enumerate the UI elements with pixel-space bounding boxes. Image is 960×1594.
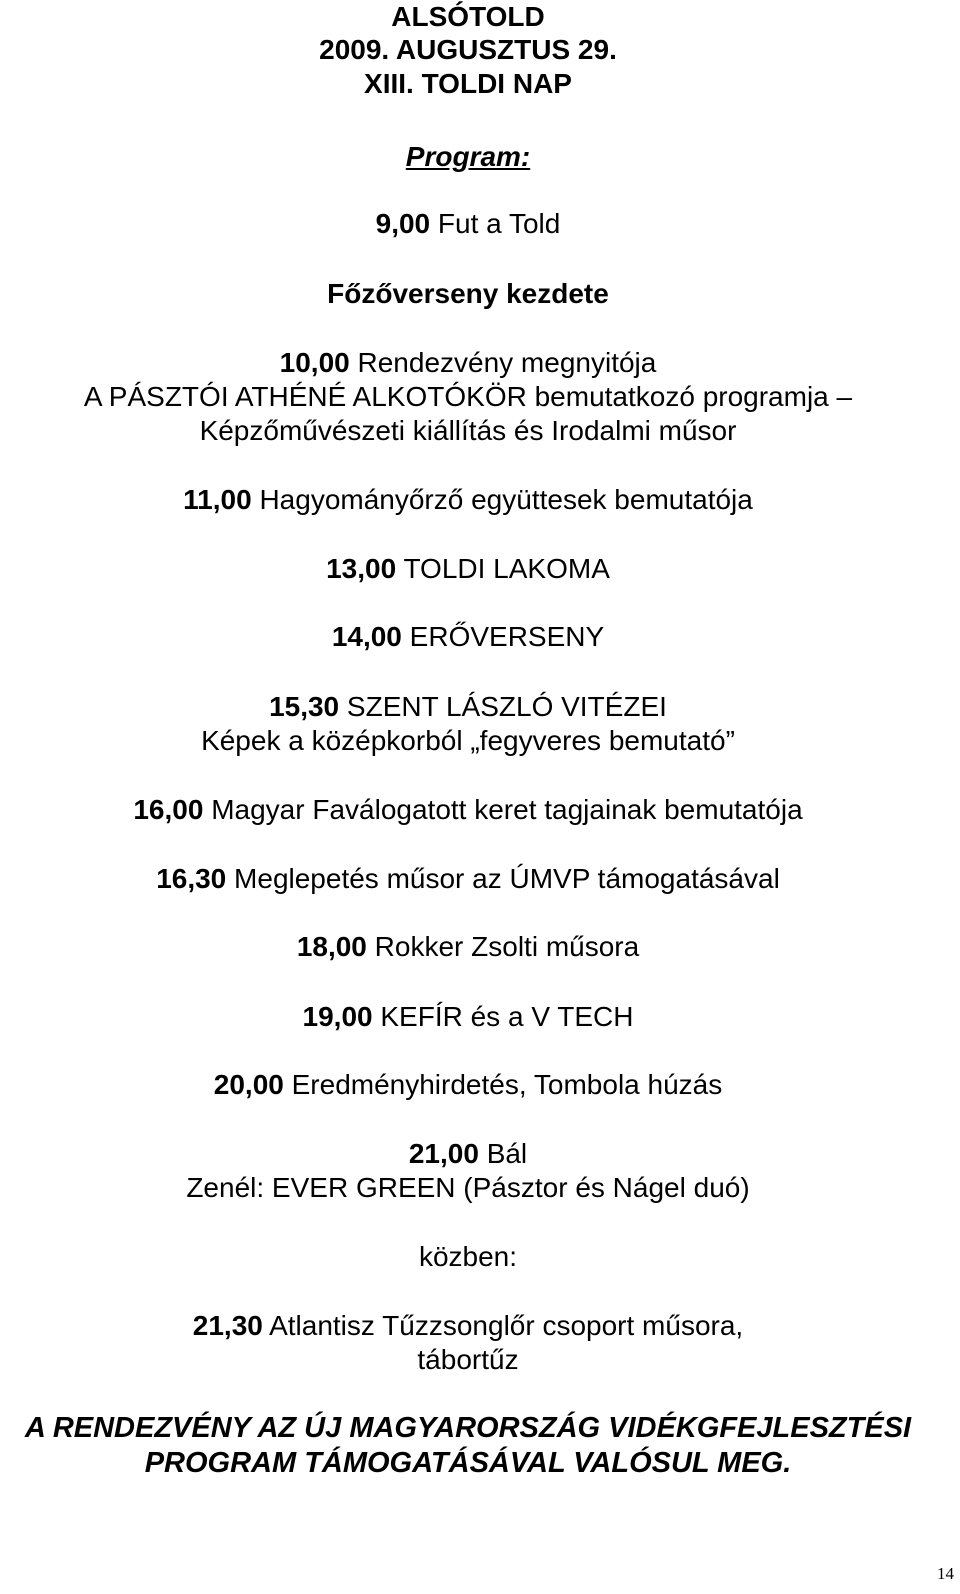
program-time: 16,00	[133, 794, 204, 825]
program-text: TOLDI LAKOMA	[403, 553, 610, 584]
program-item	[0, 930, 936, 964]
program-time: 9,00	[375, 208, 431, 239]
program-item: A PÁSZTÓI ATHÉNÉ ALKOTÓKÖR bemutatkozó programja –	[83, 381, 853, 412]
program-item: tábortűz	[417, 1344, 519, 1375]
program-text: Atlantisz Tűzzsonglőr csoport műsora,	[269, 1310, 744, 1341]
program-time: 19,00	[302, 1001, 373, 1032]
program-item	[0, 690, 936, 724]
program-text: ERŐVERSENY	[409, 621, 605, 652]
program-item	[0, 620, 936, 654]
program-text: Magyar Faválogatott keret tagjainak bemutatója	[211, 794, 803, 825]
program-item	[0, 793, 936, 827]
program-time: 10,00	[279, 347, 350, 378]
program-item: közben:	[418, 1241, 518, 1272]
program-text: Rokker Zsolti műsora	[374, 931, 640, 962]
program-text: KEFÍR és a V TECH	[380, 1001, 634, 1032]
footer-line-1: A RENDEZVÉNY AZ ÚJ MAGYARORSZÁG VIDÉKGFEJLESZTÉSI	[24, 1412, 912, 1444]
program-item: Képek a középkorból „fegyveres bemutató”	[201, 725, 735, 756]
program-text: Rendezvény megnyitója	[357, 347, 657, 378]
program-time: 16,30	[156, 863, 227, 894]
program-item	[0, 346, 936, 380]
program-item	[0, 862, 936, 896]
program-time: 14,00	[331, 621, 402, 652]
program-item	[0, 483, 936, 517]
program-text: Fut a Told	[437, 208, 561, 239]
program-text: Bál	[486, 1138, 528, 1169]
program-time: 15,30	[269, 691, 340, 722]
program-time: 21,30	[192, 1310, 263, 1341]
program-time: 11,00	[183, 484, 252, 515]
program-item	[0, 1068, 936, 1102]
program-text: Hagyományőrző együttesek bemutatója	[259, 484, 753, 515]
program-item	[0, 1000, 936, 1034]
header-date: 2009. AUGUSZTUS 29.	[319, 34, 617, 65]
program-item: Zenél: EVER GREEN (Pásztor és Nágel duó)	[186, 1172, 750, 1203]
program-text: Eredményhirdetés, Tombola húzás	[291, 1069, 723, 1100]
footer-line-2: PROGRAM TÁMOGATÁSÁVAL VALÓSUL MEG.	[144, 1447, 792, 1479]
program-time: 20,00	[213, 1069, 284, 1100]
header-event: XIII. TOLDI NAP	[364, 68, 572, 99]
program-time: 13,00	[326, 553, 397, 584]
program-time: 21,00	[408, 1138, 479, 1169]
program-heading: Program:	[405, 141, 531, 172]
page-number: 14	[937, 1564, 954, 1583]
program-item: Főzőverseny kezdete	[327, 278, 609, 309]
program-item	[0, 207, 936, 241]
program-item	[0, 1309, 936, 1343]
program-text: SZENT LÁSZLÓ VITÉZEI	[346, 691, 667, 722]
program-text: Meglepetés műsor az ÚMVP támogatásával	[234, 863, 780, 894]
program-item	[0, 552, 936, 586]
program-item: Képzőművészeti kiállítás és Irodalmi műsor	[199, 415, 737, 446]
header-place: ALSÓTOLD	[391, 1, 545, 32]
program-item	[0, 1137, 936, 1171]
program-time: 18,00	[296, 931, 367, 962]
